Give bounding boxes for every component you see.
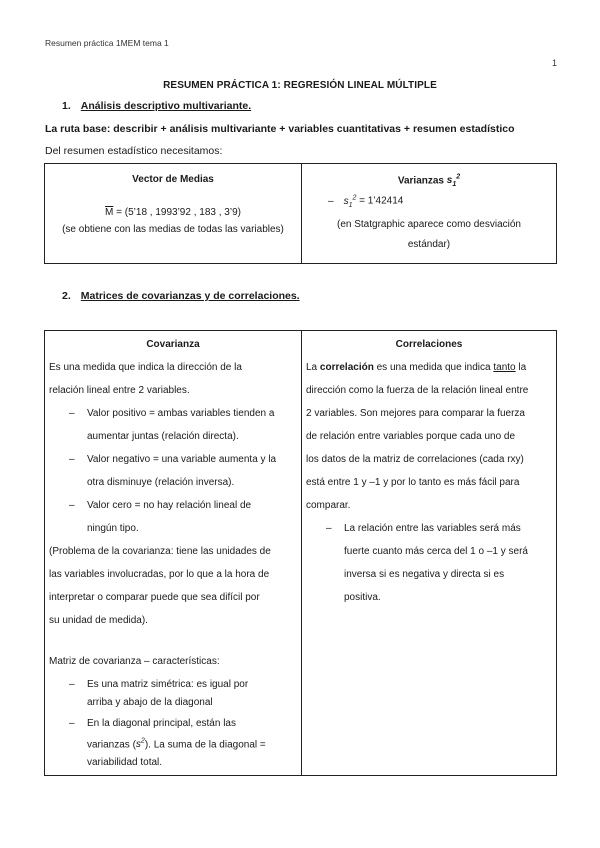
covariance-heading: Covarianza [146,339,200,350]
list-item: – Es una matriz simétrica: es igual por arriba y abajo de la diagonal [49,676,297,712]
matrix-heading: Matriz de covarianza – características: [49,656,220,667]
correlations-line-1: La correlación es una medida que indica tanto la [306,362,527,373]
section-1-title: Análisis descriptivo multivariante. [80,100,252,112]
section-2-title: Matrices de covarianzas y de correlaciones. [80,290,300,302]
section-2-number: 2. [62,290,71,302]
list-item: – Valor negativo = una variable aumenta y la otra disminuye (relación inversa). [49,448,297,494]
covariance-line-1: Es una medida que indica la dirección de la [49,362,242,373]
means-values: = (5’18 , 1993’92 , 183 , 3’9) [113,207,241,218]
section-1-number: 1. [62,100,71,112]
variance-value-line: – $s_1^2$ = 1’42414 [328,194,404,209]
page-number: 1 [552,58,558,68]
route-summary: La ruta base: describir + análisis multivariante + variables cuantitativas + resumen estadístico [45,123,515,135]
document-title: RESUMEN PRÁCTICA 1: REGRESIÓN LINEAL MÚLTIPLE [163,80,437,91]
variances-heading: Varianzas $s_1^2$ [397,174,461,189]
means-vector [49,207,297,218]
means-note: (se obtiene con las medias de todas las variables) [62,224,284,235]
means-cell [45,164,302,264]
mean-symbol: $\overline{M}$ [105,207,114,218]
descriptive-table [44,163,557,264]
intro-text: Del resumen estadístico necesitamos: [45,145,223,157]
variance-note: (en Statgraphic aparece como desviación estándar) [337,218,521,250]
list-item: – Valor positivo = ambas variables tienden a aumentar juntas (relación directa). [49,402,297,448]
variance-value: = 1’42414 [356,195,404,207]
variances-cell [302,164,557,264]
list-item: – En la diagonal principal, están las varianzas $(s^2)$. La suma de la diagonal = variabilidad total. [49,715,297,772]
correlations-cell: Correlaciones La correlación es una medida que indica tanto la dirección como la fuerza de la relación lineal entre 2 variables. Son mejores para comparar la fuerza de relación entre variables porque cada uno de los datos de la matriz de correlaciones (cada rxy) está entre 1 y –1 y por lo tanto es más fácil para comparar. – La relación entre las variables será más fuerte cuanto más cerca del 1 o –1 y será inversa si es negativa y directa si es positiva. [302,331,557,776]
section-2-heading [62,290,300,302]
covariance-line-2: relación lineal entre 2 variables. [49,385,190,396]
matrices-table [44,330,557,776]
covariance-problem: (Problema de la covarianza: tiene las unidades de las variables involucradas, por lo que a la hora de interpretar o comparar puede que sea difícil por su unidad de medida). [49,546,271,626]
means-heading: Vector de Medias [132,174,214,185]
section-1-heading [62,100,251,112]
correlations-heading: Correlaciones [395,339,463,350]
variance-symbol: $s_1^2$ [446,174,461,189]
list-item: – La relación entre las variables será más fuerte cuanto más cerca del 1 o –1 y será inversa si es negativa y directa si es positiva. [306,517,552,609]
covariance-cell [45,331,302,776]
list-item: – Valor cero = no hay relación lineal de ningún tipo. [49,494,297,540]
running-header: Resumen práctica 1MEM tema 1 [45,38,169,48]
